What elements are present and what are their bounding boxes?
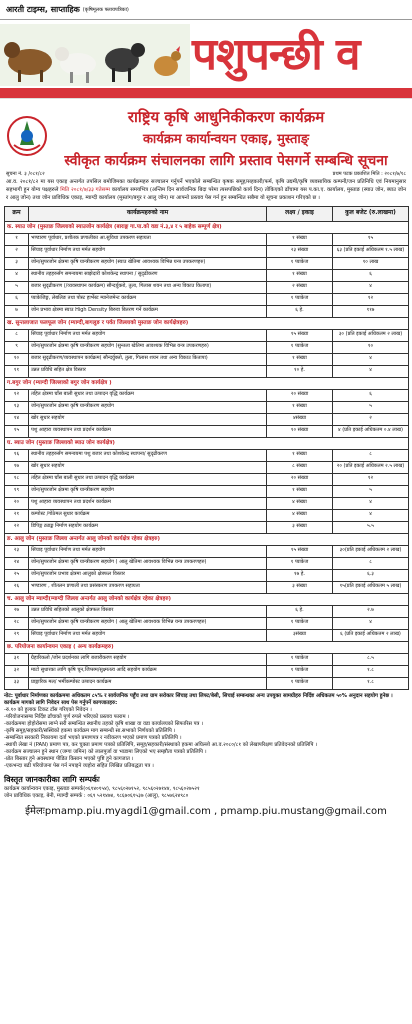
budget-cell: ६ [333,269,409,281]
budget-cell: २.७ [333,605,409,617]
table-row [5,557,409,569]
intro-paragraph [6,179,406,203]
program-name-cell: सिंचाइ पूर्वाधार निर्माण तथा मर्मत सहयोग [29,329,267,341]
table-section-row [5,641,409,653]
banner [0,20,412,99]
target-cell: १ प्याकेज [267,617,333,629]
program-name-cell: सिंचाइ पूर्वाधार निर्माण तथा मर्मत सहयोग [29,545,267,557]
program-name-cell: ग्रैहारिकलो /जोन प्रदर्शनका लागि बजारीकरण सहयोग [29,653,267,665]
document-item: -एकभन्दा बढी परियोजना पेस गर्न नपाइने व्यहोरा सहित लिखित प्रतिबद्धता पत्र । [4,762,154,769]
serial-cell: २७ [5,605,29,617]
budget-cell: १० [333,341,409,353]
program-name-cell: भण्डारण पूर्वाधार, प्रशीतक प्रणालीका आ.सुविधा उपकरण सहायता [29,233,267,245]
table-section-row [5,221,409,233]
target-cell: ४ संख्या [267,497,333,509]
publication-note: (कृषिमूलक फ्लायपत्रिका) [82,6,129,13]
program-name-cell: जोन/सुपरजोन क्षेत्रमा कृषि यान्त्रीकरण सहयोग ( आलु खेतिमा आवश्यक विभिन्न यन्त्र उपकरणहरु) [29,617,267,629]
target-cell: १ संख्या [267,485,333,497]
footer-note: नोट: पूर्वाधार निर्माणका कार्यक्रममा अधिकतम ८५% र सार्वजनिक पहुँच तथा ग्राम सरोकार सिंचाइ तथा लिफ्ट/बेसी, सिचाई सम्बन्धका अन्य उपयुक्त सामग्रीहरु निर्दिष्ट अधिकतम ५०% अनुदान सहयोग हुनेछ । [4,692,393,699]
col-budget: कुल बजेट (रु.लाखमा) [333,206,409,221]
table-row [5,485,409,497]
target-cell: २३ संख्या [267,245,333,257]
target-cell: १ प्याकेज [267,677,333,689]
budget-cell: १२ [333,473,409,485]
table-section-row [5,317,409,329]
table-row [5,305,409,317]
program-name-cell: डिपिङ्ग ट्याङ्क निर्माण सहयोग कार्यक्रम [29,521,267,533]
table-row [5,629,409,641]
notice-subtitle: कार्यक्रम कार्यान्वयन एकाइ, मुस्ताङ् [142,132,310,147]
budget-cell: ५.५ [333,521,409,533]
budget-cell: ६३ (प्रति इकाई अधिकतम १.५ लाख) [333,245,409,257]
serial-cell: २१ [5,509,29,521]
target-cell: १० हे. [267,365,333,377]
documents-title: कार्यक्रम मागको लागि निवेदन साथ पेस गर्नुपर्ने कागजातहरु: [4,699,118,706]
program-name-cell: सिंचाइ पूर्वाधार निर्माण तथा मर्मत सहयोग [29,629,267,641]
document-item: -रु.१० को हुलाक टिकट टाँस गरिएको निवेदन । [4,706,92,713]
table-row [5,461,409,473]
col-program-name: कार्यक्रमहरुको नाम [29,206,267,221]
table-row [5,281,409,293]
target-cell: १ प्याकेज [267,293,333,305]
section-title: ग.बगुर जोन (म्याग्दी जिल्लाको बगुर जोन कार्यक्षेत्र ) [5,377,409,389]
budget-cell: ४ [333,509,409,521]
serial-cell: १८ [5,473,29,485]
table-row [5,365,409,377]
serial-cell: १९ [5,485,29,497]
budget-cell: १२ [333,293,409,305]
budget-cell: ८.५ [333,653,409,665]
table-row [5,449,409,461]
serial-cell: १२ [5,389,29,401]
table-row [5,233,409,245]
program-name-cell: तहित क्षेत्रमा घाँस बाली सुधार तथा उत्पादन वृद्धि कार्यक्रम [29,389,267,401]
intro-part-1: आ.व. २०८१/८२ मा यस एकाइ अन्तर्गत तपसिल बमोजिमका कार्यक्रमहरु सञ्चालन गर्नुपर्ने भएकोले सम्बन्धित कृषक समूह/सहकारी/फर्म, कृषि उद्यमी/कृषि व्यवसायिक कम्पनी/जन प्रतिनिधि एवं नियमानुसार सहभागी हुन योग्य पक्षहरुले [6,179,406,193]
document-item: -परियोजनासम्ब निर्दिष्ट ढाँचाको पूर्ण रुपले भरिएको प्रस्ताव फाराम । [4,713,130,720]
budget-cell: १.८ [333,677,409,689]
serial-cell: ३ [5,257,29,269]
program-name-cell: तहित क्षेत्रमा घाँस बाली सुधार तथा उत्पादन वृद्धि कार्यक्रम [29,473,267,485]
table-row [5,617,409,629]
program-name-cell: प्याकेजिङ्ग, लेबलिङ तथा पोस्ट हार्भेस्ट म्यानेजमेन्ट कार्यक्रम [29,293,267,305]
serial-cell: १६ [5,449,29,461]
table-row [5,497,409,509]
table-row [5,473,409,485]
table-row [5,329,409,341]
intro-part-2: कार्यालय समयभित्र (अन्तिम दिन सार्वजनिक बिदा परेमा त्यसपछिको कार्य दिन) तोकिएको ढाँचामा यस प.का.ए. कार्यालय, मुस्ताङ (स्याउ जोन, ब्याउ जोन र आलु जोन) तथा जोन प्राविधिक एकाइ, म्याग्दी कार्यालय (मुस्तांग/बगुर र आलु जोन) मा आफ्नो प्रस्ताव पेस गर्न हुन सम्बन्धित सबैमा यो सूचना प्रकाशन गरिएको छ । [6,186,407,201]
serial-cell: ५ [5,281,29,293]
program-name-cell: स्थानीय तहहरुसँग समन्वयमा साझेदारी कोशकेन्द्र स्थापना / सुदृढीकरण [29,269,267,281]
serial-cell: ३३ [5,677,29,689]
serial-cell: २० [5,497,29,509]
target-cell: १० संख्या [267,425,333,437]
publication-name: आरती टाइम्स, साप्ताहिक [6,5,80,14]
budget-cell: ६.३ [333,569,409,581]
document-item: -कार्यक्रममा होहोरोसमा लाग्ने सरी सम्बन्धित स्थानीय तहको कृषि शाखा वा वडा कार्यालयको सिफारिस पत्र । [4,720,204,727]
serial-cell: २९ [5,629,29,641]
program-name-cell: कम्पोस्ट /गोठेमल सुधार कार्यक्रम [29,509,267,521]
budget-cell: ५ [333,401,409,413]
budget-cell: १५ [333,233,409,245]
target-cell: १ संख्या [267,269,333,281]
budget-cell: ४ [333,617,409,629]
table-row [5,677,409,689]
program-name-cell: स्थानीय तहहरुसँग समन्वयमा पशु बजार तथा कोशकेन्द्र स्थापना/ सुदृढीकरण [29,449,267,461]
contact-title: विस्तृत जानकारीका लागि सम्पर्कः [4,774,100,784]
table-row [5,605,409,617]
contact-details [4,786,408,800]
program-name-cell: प्राङ्गारिक मल/ भर्मीकम्पोस्ट उत्पादन कार्यक्रम [29,677,267,689]
program-name-cell: भण्डारण , शीतलन प्रणाली तथा प्रसंस्करण उपकरण सहायता [29,581,267,593]
serial-cell: २८ [5,617,29,629]
serial-cell: ९ [5,341,29,353]
table-section-row [5,533,409,545]
target-cell: ३संख्या [267,629,333,641]
target-cell: १ प्याकेज [267,257,333,269]
serial-cell: ३१ [5,653,29,665]
target-cell: २० संख्या [267,473,333,485]
table-row [5,653,409,665]
table-row [5,341,409,353]
target-cell: १ संख्या [267,449,333,461]
serial-cell: २५ [5,569,29,581]
program-name-cell: उन्नत प्रविधि सहितको आलुको क्षेत्रफल विस्तार [29,605,267,617]
serial-cell: ६ [5,293,29,305]
budget-cell: ४ (प्रति इकाई अधिकतम ०.४ लाख) [333,425,409,437]
banner-bar [0,88,412,98]
document-item: -स्थायी लेखा नं (PAN) प्रमाण पत्र, कर चुक्ता प्रमाण पत्रको प्रतिलिपि, समूह/सहकारी/संस्थाको हकमा अघिल्लो आ.व.२०८०/८१ को लेखापरिक्षण प्रतिवेदनको प्रतिलिपि । [4,741,318,748]
target-cell: ३ संख्या [267,581,333,593]
table-section-row [5,437,409,449]
banner-title: पशुपन्छी व [192,29,360,80]
target-cell: २ संख्या [267,281,333,293]
target-cell: ४ संख्या [267,509,333,521]
program-name-cell: जोन/सुपरजोन क्षेत्रमा कृषि यान्त्रीकरण सहयोग (स्याउ खेतिमा आवश्यक विभिन्न यन्त्र उपकरणहरु) [29,257,267,269]
table-row [5,245,409,257]
target-cell: ८ संख्या [267,461,333,473]
target-cell: १ प्याकेज [267,653,333,665]
program-table [4,206,409,690]
program-name-cell: उन्नत प्रविधि सहित क्षेत्र विस्तार [29,365,267,377]
budget-cell: ३० (प्रति इकाई अधिकतम २ लाख) [333,329,409,341]
serial-cell: ८ [5,329,29,341]
contact-email[interactable]: ईमेलःpmamp.piu.myagdi1@gmail.com , pmamp.piu.mustang@gmail.com [25,806,387,818]
program-name-cell: पशु आहारा व्यवस्थापन तथा प्रदर्शन कार्यक्रम [29,425,267,437]
budget-cell: १.८ [333,665,409,677]
table-row [5,545,409,557]
budget-cell: ६ [333,389,409,401]
target-cell: १ प्याकेज [267,665,333,677]
target-cell: १ संख्या [267,233,333,245]
budget-cell: ६ (प्रति इकाई अधिकतम २ लाख) [333,629,409,641]
serial-cell: १३ [5,401,29,413]
table-row [5,293,409,305]
target-cell: १५ संख्या [267,329,333,341]
program-name-cell: बजार सुदृढीकरण/व्यवस्थापन कार्यक्रम( सौन्दर्युक्तो, तुला, गिलास शयन तथा अन्य विकाउ कितापा) [29,353,267,365]
program-name-cell: माटो सुधारका लागि कृषि चून,जिप्सम/सुक्ष्मतत्व आदि सहयोग कार्यक्रम [29,665,267,677]
program-name-cell: बजार सुदृढीकरण (/व्यवस्थापन कार्यक्रम) सौन्दर्युक्तो, तुला, गिलास शयन तथा अन्य विकाउ कितापा) [29,281,267,293]
table-row [5,509,409,521]
table-row [5,425,409,437]
footer-notes [4,693,408,770]
budget-cell: ८ [333,557,409,569]
budget-cell: ४ [333,365,409,377]
table-row [5,389,409,401]
serial-cell: ४ [5,269,29,281]
budget-cell: ४ [333,353,409,365]
section-title: घ. ब्याउ जोन (मुस्ताङ जिल्लाको ब्याउ जोन कार्यक्षेत्र) [5,437,409,449]
budget-cell: १५(प्रति इकाई अधिकतम ५ लाख) [333,581,409,593]
program-name-cell: जोन/सुपरजोन क्षेत्रमा कृषि यान्त्रीकरण सहयोग [29,485,267,497]
serial-cell: १७ [5,461,29,473]
serial-cell: ११ [5,365,29,377]
serial-cell: २३ [5,545,29,557]
serial-cell: २४ [5,557,29,569]
budget-cell: २ [333,413,409,425]
notice [0,99,412,203]
program-name-cell: पशु आहारा व्यवस्थापन तथा प्रदर्शन कार्यक्रम [29,497,267,509]
document-item: -कार्यक्रम सञ्चालन हुने स्थान (जग्गा जमिन) को लालपुर्जा वा भाडामा लिएको भए सम्झौता पत्रको प्रतिलिपि । [4,748,207,755]
livestock-illustration [0,24,190,86]
program-name-cell: खोर सुधार सहयोग [29,413,267,425]
table-row [5,581,409,593]
table-row [5,665,409,677]
program-name-cell: खोर सुधार सहयोग [29,461,267,473]
budget-cell: १० लाख [333,257,409,269]
table-row [5,521,409,533]
section-title: ङ. आलु जोन (मुस्ताङ जिल्ला अन्तर्गत आलु जोनको कार्यक्षेत्र रहेका क्षेत्रहरु) [5,533,409,545]
serial-cell: १५ [5,425,29,437]
table-row [5,401,409,413]
program-name-cell: जोन प्रभाव क्षेत्रमा स्याउ High Density बिरुवा बितरण गर्ने कार्यक्रम [29,305,267,317]
documents-list [4,707,408,770]
table-header-row [5,206,409,221]
target-cell: १ संख्या [267,353,333,365]
program-name-cell: जोन/सुपरजोन क्षेत्रमा कृषि यान्त्रीकरण सहयोग (सुन्तला खेतिमा आवश्यक विभिन्न यन्त्र उपकरणहरु) [29,341,267,353]
target-cell: १ प्याकेज [267,557,333,569]
budget-cell: ४ [333,497,409,509]
serial-cell: २६ [5,581,29,593]
target-cell: २० संख्या [267,389,333,401]
program-name-cell: जोन/सुपरजोन क्षेत्रमा कृषि यान्त्रीकरण सहयोग [29,401,267,413]
document-item: -कृषि समूह/सहकारी/सस्थिको हकमा कार्यक्रम माग सम्बन्धी सा.सभाको निर्णयको प्रतिलिपि । [4,727,176,734]
budget-cell: २० (प्रति इकाई अधिकतम २.५ लाख) [333,461,409,473]
budget-cell: ८ [333,449,409,461]
col-serial: क्रम [5,206,29,221]
serial-cell: २२ [5,521,29,533]
reference-line [6,171,406,177]
contact-myagdi: जोन प्राविधिक एकाइ, बेनी, म्याग्दी सम्पर्क : ०६९ ५२१४७४, ९८६७०६१५३७ (आलु), ९८५७६२४९८० [4,793,189,799]
document-item: -सम्बन्धित सरकारी निकायमा दर्ता भएको प्रमाणपत्र र नवीकरण भएको प्रमाण पत्रको प्रतिलिपि । [4,734,182,741]
target-cell: १७ हे. [267,569,333,581]
section-title: ख. सुन्तलाजात फलफूल जोन (म्याग्दी,बागलुङ र पर्वत जिल्लाको मुस्ताङ जोन कार्यक्षेत्रहरु) [5,317,409,329]
document-item: -प्रोत बिस्तार हुने अवस्थामा पीडित किसान भएको पुष्टि हुने कागजात । [4,755,134,762]
serial-cell: १ [5,233,29,245]
deadline-highlight: मिति २०८१/७/३३ गतेसम्म [60,186,111,193]
table-row [5,257,409,269]
program-name-cell: जोन/सुपरजोन प्रभाव क्षेत्रमा आलुको क्षेत्रफल विस्तार [29,569,267,581]
table-row [5,569,409,581]
target-cell: ६ हे. [267,605,333,617]
budget-cell: ३०(प्रति इकाई अधिकतम २ लाख) [333,545,409,557]
notice-title: राष्ट्रिय कृषि आधुनिकीकरण कार्यक्रम [127,108,325,126]
program-name-cell: सिंचाइ पूर्वाधार निर्माण तथा मर्मत सहयोग [29,245,267,257]
serial-cell: १० [5,353,29,365]
nepal-emblem-icon [6,115,48,157]
publication-strip [0,0,412,20]
col-target: लक्ष्य / इकाइ [267,206,333,221]
table-row [5,353,409,365]
budget-cell: ५ [333,485,409,497]
budget-cell: ४ [333,281,409,293]
section-title: छ. परियोजना कार्यान्वयन एकाइ ( अन्य कार्यक्रमहरु) [5,641,409,653]
table-section-row [5,377,409,389]
publish-date: प्रथम पटक प्रकाशित मिति : २०८१/७/१८ [332,171,406,177]
table-row [5,269,409,281]
section-title: क. स्याउ जोन (मुस्ताङ जिल्लाको स्याउजोन कार्यक्षेत्र (बाराङ्ग गा.पा.को वडा नं.३,४ र ५ बाहेक सम्पूर्ण क्षेत्र) [5,221,409,233]
program-name-cell: जोन/सुपरजोन क्षेत्रमा कृषि यान्त्रीकरण सहयोग ( आलु खेतिमा आवश्यक विभिन्न यन्त्र उपकरणहरु) [29,557,267,569]
contact-mustang: कार्यक्रम कार्यान्वयन एकाइ, मुस्ताङ सम्पर्क(०६९४०१५४), ९८५६०२७१५२, ९८५६०२७१४४, ९८५६०२७५२१ [4,785,200,792]
notice-heading: स्वीकृत कार्यक्रम संचालनका लागि प्रस्ताव पेसगर्ने सम्बन्धि सूचना [64,153,388,169]
target-cell: १ संख्या [267,401,333,413]
target-cell: १ प्याकेज [267,341,333,353]
notice-number: सूचना नं. ३ /०८१/८२ [6,171,45,177]
target-cell: ४संख्या [267,413,333,425]
serial-cell: २ [5,245,29,257]
table-body [5,221,409,689]
target-cell: ६ हे. [267,305,333,317]
serial-cell: १४ [5,413,29,425]
table-section-row [5,593,409,605]
target-cell: १५ संख्या [267,545,333,557]
section-title: च. आलु जोन म्याग्दी(म्याग्दी जिल्ला अन्तर्गत आलु जोनको कार्यक्षेत्र रहेका क्षेत्रहरु) [5,593,409,605]
serial-cell: ३२ [5,665,29,677]
table-row [5,413,409,425]
serial-cell: ७ [5,305,29,317]
target-cell: ३ संख्या [267,521,333,533]
budget-cell: ११७ [333,305,409,317]
